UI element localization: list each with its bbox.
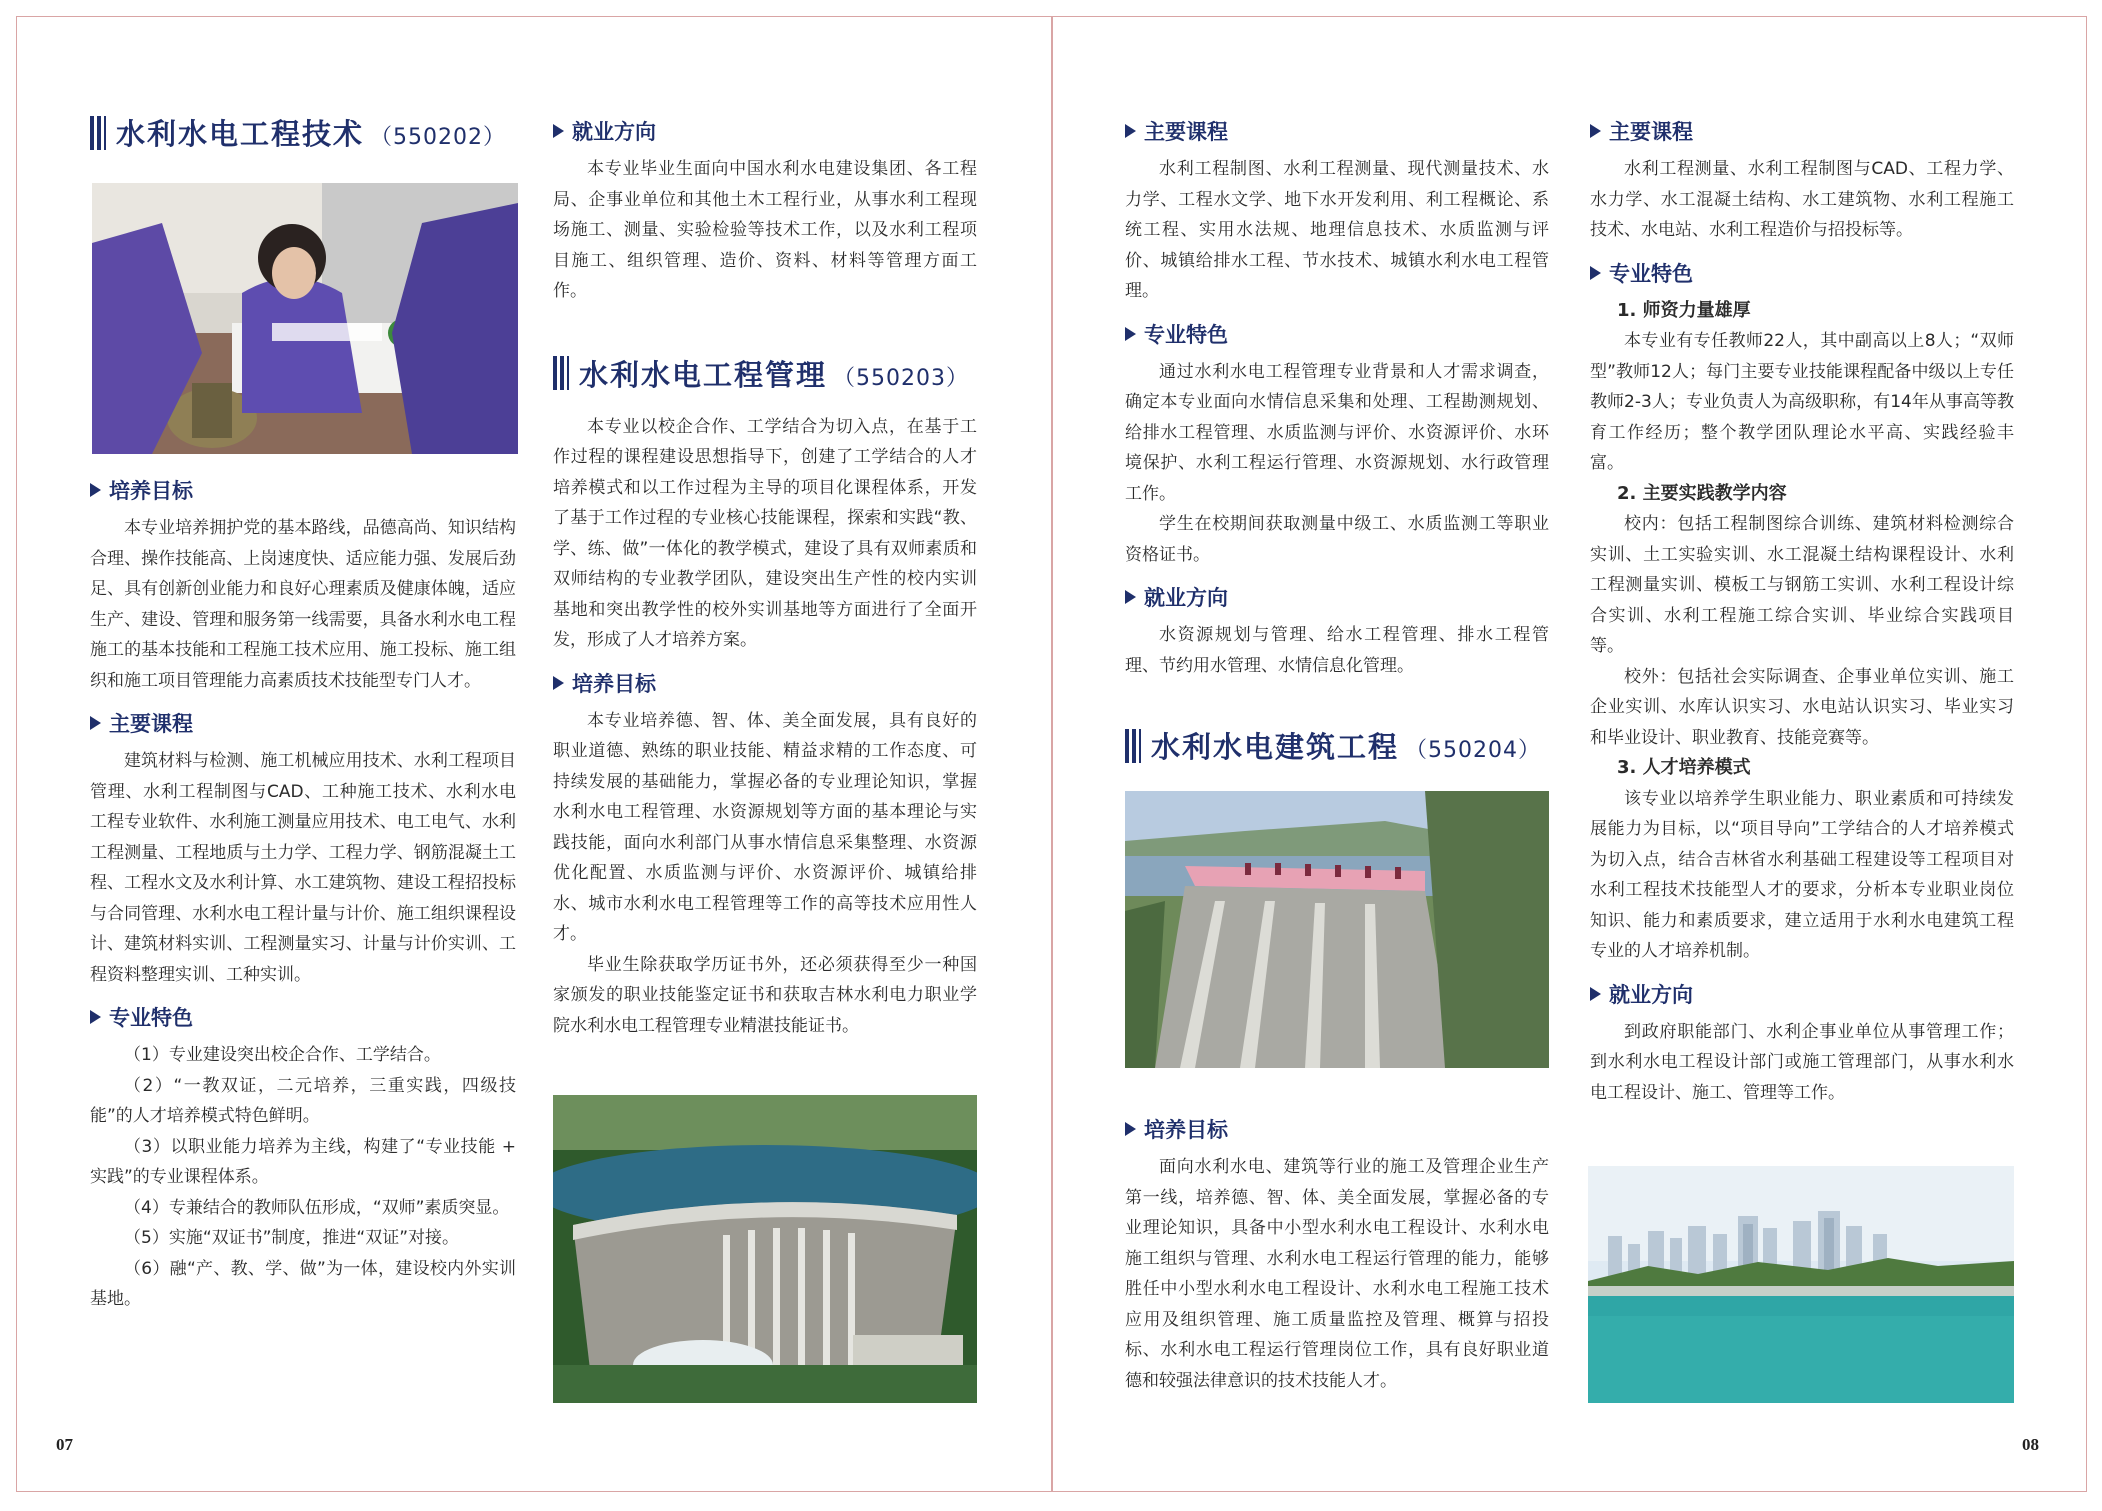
section-heading-courses: 主要课程	[90, 708, 516, 738]
triangle-icon	[553, 124, 564, 138]
feature-item: （1）专业建设突出校企合作、工学结合。	[124, 1045, 441, 1065]
section-heading-goal: 培养目标	[553, 668, 977, 698]
feature-paragraph: 本专业有专任教师22人，其中副高以上8人；“双师型”教师12人；每门主要专业技能课程配备中级以上专任教师2-3人；专业负责人为高级职称，有14年从事高等教育工作经历；整个教学团队理论水平高、实践经验丰富。	[1590, 331, 2014, 473]
title-bars-icon	[1125, 729, 1141, 763]
title-main: 水利水电工程管理	[579, 357, 828, 392]
triangle-icon	[1590, 124, 1601, 138]
goal-paragraph: 面向水利水电、建筑等行业的施工及管理企业生产第一线，培养德、智、体、美全面发展，掌握必备的专业理论知识，具备中小型水利水电工程设计、水利水电施工组织与管理、水利水电工程运行管理的能力，能够胜任中小型水利水电工程设计、水利水电工程施工技术应用及组织管理、施工质量监控及管理、概算与招投标、水利水电工程运行管理岗位工作，具有良好职业道德和较强法律意识的技术技能人才。	[1125, 1157, 1549, 1391]
intro-paragraph: 本专业以校企合作、工学结合为切入点，在基于工作过程的课程建设思想指导下，创建了工学结合的人才培养模式和以工作过程为主导的项目化课程体系，开发了基于工作过程的专业核心技能课程，探索和实践“教、学、练、做”一体化的教学模式，建设了具有双师素质和双师结构的专业教学团队，建设突出生产性的校内实训基地和突出教学性的校外实训基地等方面进行了全面开发，形成了人才培养方案。	[553, 416, 977, 650]
feature-item: （4）专兼结合的教师队伍形成，“双师”素质突显。	[124, 1197, 510, 1218]
section-heading-courses: 主要课程	[1125, 116, 1549, 146]
title-550202	[90, 112, 516, 153]
photo-spillway-dam	[1125, 791, 1549, 1068]
feature-item: （6）融“产、教、学、做”为一体，建设校内外实训基地。	[90, 1258, 516, 1309]
section-heading-courses: 主要课程	[1590, 116, 2014, 146]
section-heading-jobs: 就业方向	[553, 116, 977, 146]
triangle-icon	[1125, 124, 1136, 138]
right-column-3	[1125, 112, 1549, 1396]
triangle-icon	[1125, 1122, 1136, 1136]
triangle-icon	[553, 676, 564, 690]
feature-subheading: 3. 人才培养模式	[1617, 757, 1751, 778]
section-heading-jobs: 就业方向	[1590, 979, 2014, 1009]
goal-paragraph: 本专业培养德、智、体、美全面发展，具有良好的职业道德、熟练的职业技能、精益求精的工作态度、可持续发展的基础能力，掌握必备的专业理论知识，掌握水利水电工程管理、水资源规划等方面的基本理论与实践技能，面向水利部门从事水情信息采集整理、水资源优化配置、水质监测与评价、水资源评价、城镇给排水、城市水利水电工程管理等工作的高等技术应用性人才。	[553, 710, 977, 944]
feature-item: （5）实施“双证书”制度，推进“双证”对接。	[124, 1228, 460, 1248]
title-code: （550203）	[833, 365, 969, 391]
feature-paragraph: 校外：包括社会实际调查、企事业单位实训、施工企业实训、水库认识实习、水电站认识实习、毕业实习和毕业设计、职业教育、技能竞赛等。	[1590, 666, 2014, 748]
feature-item: （3）以职业能力培养为主线，构建了“专业技能 + 实践”的专业课程体系。	[90, 1136, 516, 1187]
courses-paragraph: 建筑材料与检测、施工机械应用技术、水利工程项目管理、水利工程制图与CAD、工种施工技术、水利水电工程专业软件、水利施工测量应用技术、电工电气、水利工程测量、工程地质与土力学、工程力学、钢筋混凝土工程、工程水文及水利计算、水工建筑物、建设工程招投标与合同管理、水利水电工程计量与计价、施工组织课程设计、建筑材料实训、工程测量实习、计量与计价实训、工程资料整理实训、工种实训。	[90, 751, 516, 985]
title-code: （550204）	[1405, 738, 1541, 763]
goal-paragraph: 毕业生除获取学历证书外，还必须获得至少一种国家颁发的职业技能鉴定证书和获取吉林水利电力职业学院水利水电工程管理专业精湛技能证书。	[553, 954, 977, 1036]
left-column-2	[553, 112, 977, 1041]
section-heading-goal: 培养目标	[1125, 1114, 1549, 1144]
page-number-right: 08	[2022, 1435, 2039, 1454]
section-heading-jobs: 就业方向	[1125, 582, 1549, 612]
courses-paragraph: 水利工程制图、水利工程测量、现代测量技术、水力学、工程水文学、地下水开发利用、利工程概论、系统工程、实用水法规、地理信息技术、水质监测与评价、城镇给排水工程、节水技术、城镇水利水电工程管理。	[1125, 159, 1549, 301]
section-heading-features: 专业特色	[1590, 258, 2014, 288]
triangle-icon	[1590, 266, 1601, 280]
triangle-icon	[1590, 987, 1601, 1001]
triangle-icon	[90, 483, 101, 497]
photo-city-river	[1588, 1166, 2014, 1403]
goal-paragraph: 本专业培养拥护党的基本路线，品德高尚、知识结构合理、操作技能高、上岗速度快、适应能力强、发展后劲足、具有创新创业能力和良好心理素质及健康体魄，适应生产、建设、管理和服务第一线需要，具备水利水电工程施工的基本技能和工程施工技术应用、施工投标、施工组织和施工项目管理能力高素质技术技能型专门人才。	[90, 518, 516, 691]
feature-paragraph: 校内：包括工程制图综合训练、建筑材料检测综合实训、土工实验实训、水工混凝土结构课程设计、水利工程测量实训、模板工与钢筋工实训、水利工程设计综合实训、水利工程施工综合实训、毕业综合实践项目等。	[1590, 514, 2014, 656]
title-bars-icon	[553, 356, 569, 390]
right-column-4	[1590, 112, 2014, 1108]
feature-subheading: 2. 主要实践教学内容	[1617, 482, 1787, 504]
triangle-icon	[90, 1010, 101, 1024]
jobs-paragraph: 到政府职能部门、水利企事业单位从事管理工作；到水利水电工程设计部门或施工管理部门，从事水利水电工程设计、施工、管理等工作。	[1590, 1021, 2014, 1103]
photo-lab-students	[92, 183, 518, 454]
title-code: （550202）	[370, 125, 506, 150]
triangle-icon	[1125, 327, 1136, 341]
jobs-paragraph: 水资源规划与管理、给水工程管理、排水工程管理、节约用水管理、水情信息化管理。	[1125, 625, 1549, 676]
section-heading-goal: 培养目标	[90, 475, 516, 505]
feature-subheading: 1. 师资力量雄厚	[1617, 299, 1751, 321]
jobs-paragraph: 本专业毕业生面向中国水利水电建设集团、各工程局、企事业单位和其他土木工程行业，从事水利工程现场施工、测量、实验检验等技术工作，以及水利工程项目施工、组织管理、造价、资料、材料等管理方面工作。	[553, 159, 977, 301]
triangle-icon	[90, 716, 101, 730]
page-number-left: 07	[56, 1435, 73, 1454]
section-heading-features: 专业特色	[90, 1002, 516, 1032]
feature-paragraph: 该专业以培养学生职业能力、职业素质和可持续发展能力为目标，以“项目导向”工学结合的人才培养模式为切入点，结合吉林省水利基础工程建设等工程项目对水利工程技术技能型人才的要求，分析本专业职业岗位知识、能力和素质要求，建立适用于水利水电建筑工程专业的人才培养机制。	[1590, 788, 2014, 961]
courses-paragraph: 水利工程测量、水利工程制图与CAD、工程力学、水力学、水工混凝土结构、水工建筑物、水利工程施工技术、水电站、水利工程造价与招投标等。	[1590, 159, 2014, 240]
title-550204	[1125, 725, 1549, 766]
feature-item: （2）“一教双证，二元培养，三重实践，四级技能”的人才培养模式特色鲜明。	[90, 1075, 516, 1126]
feature-paragraph: 学生在校期间获取测量中级工、水质监测工等职业资格证书。	[1125, 514, 1549, 565]
title-550203	[553, 353, 977, 394]
section-heading-features: 专业特色	[1125, 319, 1549, 349]
title-bars-icon	[90, 116, 106, 150]
feature-paragraph: 通过水利水电工程管理专业背景和人才需求调查，确定本专业面向水情信息采集和处理、工程勘测规划、给排水工程管理、水质监测与评价、水资源评价、水环境保护、水利工程运行管理、水资源规划、水行政管理工作。	[1125, 361, 1549, 504]
photo-large-dam	[553, 1095, 977, 1403]
title-main: 水利水电工程技术	[116, 117, 365, 151]
triangle-icon	[1125, 590, 1136, 604]
title-main: 水利水电建筑工程	[1151, 730, 1400, 764]
